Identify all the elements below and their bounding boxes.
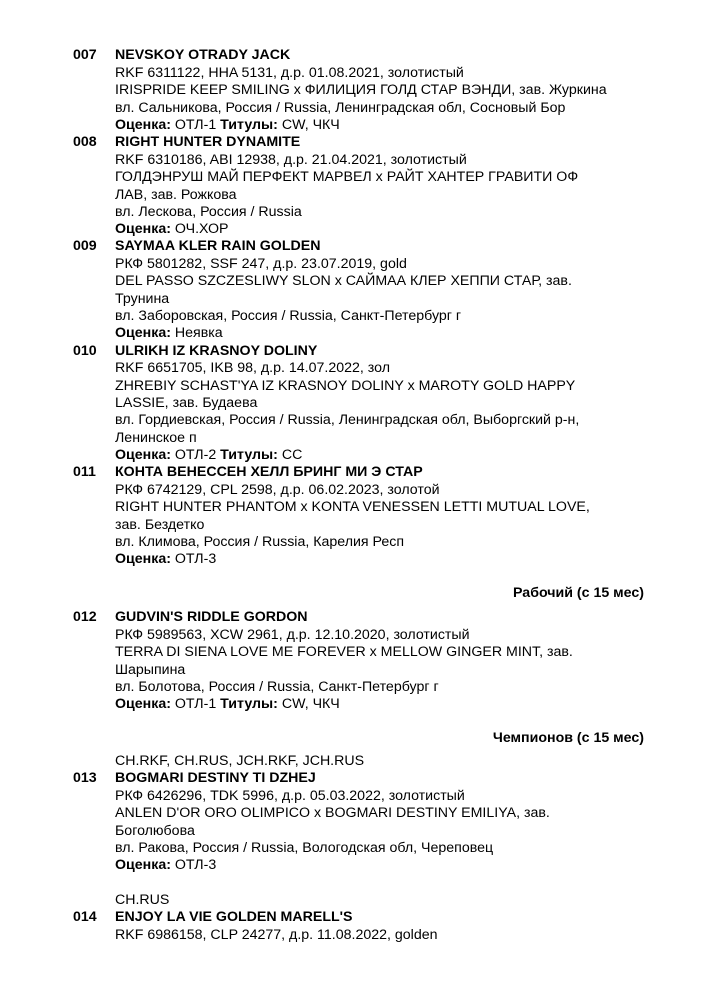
class-heading-champions: Чемпионов (с 15 мес): [492, 730, 644, 746]
dog-name: SAYMAA KLER RAIN GOLDEN: [115, 238, 321, 254]
owner-line: вл. Заборовская, Россия / Russia, Санкт-Петербург г: [115, 308, 462, 324]
entry-number: 009: [73, 238, 97, 254]
grade-value: ОТЛ-3: [174, 551, 217, 567]
grade-line: [115, 551, 216, 568]
pedigree-line: ANLEN D'OR ORO OLIMPICO x BOGMARI DESTINY EMILIYA, зав.: [115, 805, 550, 821]
pedigree-line: ГОЛДЭНРУШ МАЙ ПЕРФЕКТ МАРВЕЛ x РАЙТ ХАНТЕР ГРАВИТИ ОФ: [115, 169, 579, 185]
grade-line: [115, 696, 340, 713]
grade-value: Неявка: [174, 325, 223, 341]
class-heading-working: Рабочий (с 15 мес): [513, 585, 644, 601]
pedigree-line: TERRA DI SIENA LOVE ME FOREVER x MELLOW GINGER MINT, зав.: [115, 644, 573, 660]
registration-line: РКФ 6426296, TDK 5996, д.р. 05.03.2022, золотистый: [115, 788, 465, 804]
registration-line: RKF 6651705, IKB 98, д.р. 14.07.2022, зол: [115, 360, 390, 376]
grade-label: Оценка:: [115, 221, 171, 237]
registration-line: RKF 6310186, ABI 12938, д.р. 21.04.2021, золотистый: [115, 152, 467, 168]
grade-label: Оценка:: [115, 447, 171, 463]
registration-line: РКФ 5801282, SSF 247, д.р. 23.07.2019, gold: [115, 256, 407, 272]
dog-name: ENJOY LA VIE GOLDEN MARELL'S: [115, 909, 353, 925]
grade-label: Оценка:: [115, 325, 171, 341]
pedigree-line: Боголюбова: [115, 823, 195, 839]
grade-value: ОТЛ-3: [174, 857, 217, 873]
titles-label: Титулы:: [220, 696, 278, 712]
owner-line: вл. Климова, Россия / Russia, Карелия Респ: [115, 534, 405, 550]
owner-line: вл. Болотова, Россия / Russia, Санкт-Петербург г: [115, 679, 439, 695]
titles-value: CC: [281, 447, 303, 463]
grade-line: [115, 325, 223, 342]
grade-label: Оценка:: [115, 551, 171, 567]
champion-titles-prefix: CH.RKF, CH.RUS, JCH.RKF, JCH.RUS: [115, 753, 365, 769]
grade-line: [115, 447, 302, 464]
pedigree-line: LASSIE, зав. Будаева: [115, 395, 258, 411]
entry-number: 011: [73, 464, 96, 480]
champion-titles-prefix: CH.RUS: [115, 892, 170, 908]
grade-value: ОЧ.ХОР: [174, 221, 229, 237]
titles-value: CW, ЧКЧ: [281, 117, 340, 133]
owner-line: вл. Ракова, Россия / Russia, Вологодская обл, Череповец: [115, 840, 494, 856]
entry-number: 014: [73, 909, 97, 925]
grade-label: Оценка:: [115, 857, 171, 873]
grade-label: Оценка:: [115, 117, 171, 133]
dog-name: ULRIKH IZ KRASNOY DOLINY: [115, 343, 318, 359]
registration-line: RKF 6311122, HHA 5131, д.р. 01.08.2021, золотистый: [115, 65, 464, 81]
dog-name: BOGMARI DESTINY TI DZHEJ: [115, 770, 316, 786]
owner-line: вл. Гордиевская, Россия / Russia, Ленинградская обл, Выборгский р-н,: [115, 412, 580, 428]
titles-label: Титулы:: [220, 117, 278, 133]
entry-number: 012: [73, 609, 97, 625]
grade-line: [115, 857, 216, 874]
pedigree-line: IRISPRIDE KEEP SMILING x ФИЛИЦИЯ ГОЛД СТАР ВЭНДИ, зав. Журкина: [115, 82, 607, 98]
grade-line: [115, 117, 340, 134]
pedigree-line: ZHREBIY SCHAST'YA IZ KRASNOY DOLINY x MAROTY GOLD HAPPY: [115, 378, 576, 394]
grade-value: ОТЛ-1: [174, 117, 217, 133]
titles-label: Титулы:: [220, 447, 278, 463]
dog-name: RIGHT HUNTER DYNAMITE: [115, 134, 301, 150]
grade-value: ОТЛ-2: [174, 447, 217, 463]
dog-name: GUDVIN'S RIDDLE GORDON: [115, 609, 308, 625]
owner-line: вл. Сальникова, Россия / Russia, Ленинградская обл, Сосновый Бор: [115, 100, 566, 116]
pedigree-line: RIGHT HUNTER PHANTOM x KONTA VENESSEN LETTI MUTUAL LOVE,: [115, 499, 590, 515]
dog-name: КОНТА ВЕНЕССЕН ХЕЛЛ БРИНГ МИ Э СТАР: [115, 464, 423, 480]
pedigree-line: зав. Бездетко: [115, 517, 205, 533]
pedigree-line: ЛАВ, зав. Рожкова: [115, 187, 237, 203]
pedigree-line: Трунина: [115, 291, 170, 307]
entry-number: 007: [73, 47, 97, 63]
grade-label: Оценка:: [115, 696, 171, 712]
entry-number: 008: [73, 134, 97, 150]
dog-name: NEVSKOY OTRADY JACK: [115, 47, 291, 63]
entry-number: 010: [73, 343, 97, 359]
grade-value: ОТЛ-1: [174, 696, 217, 712]
titles-value: CW, ЧКЧ: [281, 696, 340, 712]
pedigree-line: DEL PASSO SZCZESLIWY SLON x САЙМАА КЛЕР ХЕППИ СТАР, зав.: [115, 273, 572, 289]
pedigree-line: Шарыпина: [115, 662, 186, 678]
registration-line: РКФ 5989563, XCW 2961, д.р. 12.10.2020, золотистый: [115, 627, 470, 643]
entry-number: 013: [73, 770, 97, 786]
owner-line: вл. Лескова, Россия / Russia: [115, 204, 302, 220]
owner-line: Ленинское п: [115, 430, 197, 446]
grade-line: [115, 221, 229, 238]
registration-line: RKF 6986158, CLP 24277, д.р. 11.08.2022, golden: [115, 927, 438, 943]
registration-line: РКФ 6742129, CPL 2598, д.р. 06.02.2023, золотой: [115, 482, 440, 498]
